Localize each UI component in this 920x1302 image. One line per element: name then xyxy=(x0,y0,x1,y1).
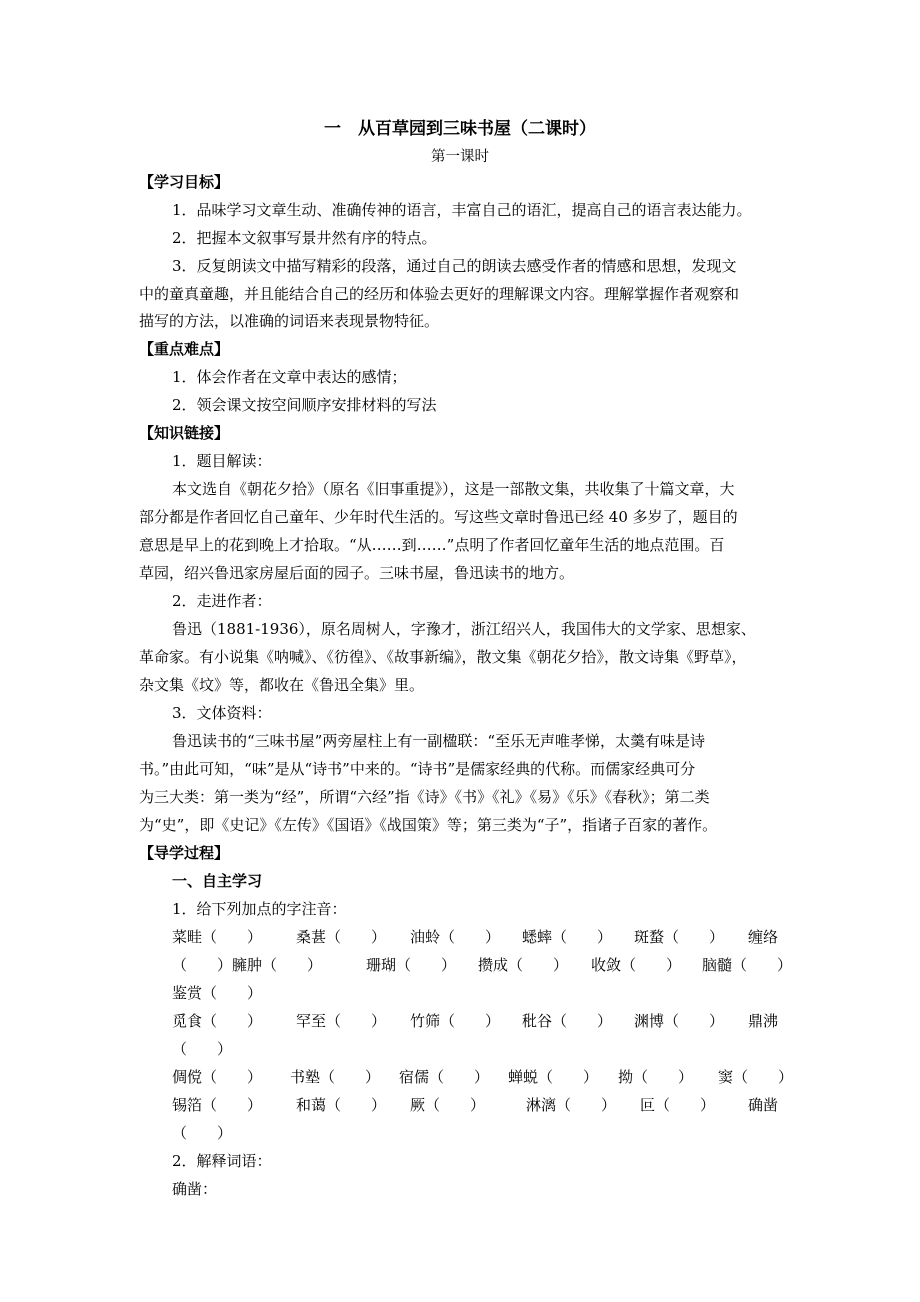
exercise-item: 宿儒（ ） xyxy=(399,1068,490,1086)
exercise-item: 和蔼（ ） xyxy=(296,1096,387,1114)
exercise-item: 罕至（ ） xyxy=(296,1012,387,1030)
page-title: 一 从百草园到三味书屋（二课时） xyxy=(324,119,596,139)
knowledge-paragraph-line: 鲁迅（1881-1936），原名周树人，字豫才，浙江绍兴人，我国伟大的文学家、思想家、 xyxy=(172,620,756,638)
process-subheading: 一、自主学习 xyxy=(172,872,263,890)
goal-item: 2．把握本文叙事写景井然有序的特点。 xyxy=(172,229,437,247)
page-subtitle: 第一课时 xyxy=(431,149,489,165)
exercise-item: 攒成（ ） xyxy=(478,956,569,974)
section-heading-goals: 【学习目标】 xyxy=(139,173,230,191)
task-instruction: 1．给下列加点的字注音： xyxy=(172,900,347,918)
exercise-item: 竹筛（ ） xyxy=(410,1012,501,1030)
goal-item: 1．品味学习文章生动、准确传神的语言，丰富自己的语汇，提高自己的语言表达能力。 xyxy=(172,201,752,219)
goal-item: 3．反复朗读文中描写精彩的段落，通过自己的朗读去感受作者的情感和思想，发现文 xyxy=(172,257,737,275)
knowledge-paragraph-line: 部分都是作者回忆自己童年、少年时代生活的。写这些文章时鲁迅已经 40 多岁了，题目的 xyxy=(139,508,738,526)
exercise-item: 缠络 xyxy=(748,928,779,946)
exercise-item: 秕谷（ ） xyxy=(522,1012,613,1030)
task-instruction: 2．解释词语： xyxy=(172,1152,272,1170)
exercise-item: 脑髓（ ） xyxy=(702,956,793,974)
knowledge-subheading: 1．题目解读： xyxy=(172,452,272,470)
knowledge-paragraph-line: 为三大类：第一类为“经”，所谓“六经”指《诗》《书》《礼》《易》《乐》《春秋》；第二类 xyxy=(139,788,710,806)
section-heading-process: 【导学过程】 xyxy=(139,844,230,862)
exercise-item: 珊瑚（ ） xyxy=(366,956,457,974)
exercise-item: （ ） xyxy=(172,1124,233,1142)
exercise-item: 确凿 xyxy=(748,1096,779,1114)
knowledge-subheading: 3．文体资料： xyxy=(172,704,272,722)
exercise-item: 油蛉（ ） xyxy=(410,928,501,946)
exercise-item: 倜傥（ ） xyxy=(172,1068,263,1086)
exercise-item: 斑蝥（ ） xyxy=(634,928,725,946)
goal-item-continued: 描写的方法，以准确的词语来表现景物特征。 xyxy=(139,312,440,330)
vocabulary-term: 确凿： xyxy=(172,1180,218,1198)
knowledge-paragraph-line: 鲁迅读书的“三味书屋”两旁屋柱上有一副楹联：“至乐无声唯孝悌，太羹有味是诗 xyxy=(172,732,706,750)
exercise-item: 鉴赏（ ） xyxy=(172,984,263,1002)
goal-item-continued: 中的童真童趣，并且能结合自己的经历和体验去更好的理解课文内容。理解掌握作者观察和 xyxy=(139,285,740,303)
section-heading-key-points: 【重点难点】 xyxy=(139,340,230,358)
exercise-item: 收敛（ ） xyxy=(591,956,682,974)
exercise-item: 菜畦（ ） xyxy=(172,928,263,946)
exercise-item: 锡箔（ ） xyxy=(172,1096,263,1114)
section-heading-knowledge: 【知识链接】 xyxy=(139,424,230,442)
exercise-item: 蟋蟀（ ） xyxy=(522,928,613,946)
knowledge-paragraph-line: 为“史”，即《史记》《左传》《国语》《战国策》等；第三类为“子”，指诸子百家的著作。 xyxy=(139,816,718,834)
exercise-item: 书塾（ ） xyxy=(290,1068,381,1086)
exercise-item: 渊博（ ） xyxy=(634,1012,725,1030)
knowledge-paragraph-line: 草园，绍兴鲁迅家房屋后面的园子。三味书屋，鲁迅读书的地方。 xyxy=(139,564,575,582)
exercise-item: （ ）臃肿（ ） xyxy=(172,956,323,974)
exercise-item: 窦（ ） xyxy=(718,1068,794,1086)
knowledge-paragraph-line: 本文选自《朝花夕拾》（原名《旧事重提》），这是一部散文集，共收集了十篇文章，大 xyxy=(172,480,735,498)
knowledge-paragraph-line: 革命家。有小说集《呐喊》、《彷徨》、《故事新编》，散文集《朝花夕拾》，散文诗集《野草》， xyxy=(139,648,747,666)
exercise-item: （ ） xyxy=(172,1040,233,1058)
exercise-item: 叵（ ） xyxy=(640,1096,716,1114)
knowledge-paragraph-line: 书。”由此可知，“味”是从“诗书”中来的。“诗书”是儒家经典的代称。而儒家经典可分 xyxy=(139,760,696,778)
exercise-item: 觅食（ ） xyxy=(172,1012,263,1030)
exercise-item: 拗（ ） xyxy=(618,1068,694,1086)
key-point-item: 2．领会课文按空间顺序安排材料的写法 xyxy=(172,396,437,414)
knowledge-paragraph-line: 意思是早上的花到晚上才拾取。“从……到……”点明了作者回忆童年生活的地点范围。百 xyxy=(139,536,725,554)
knowledge-subheading: 2．走进作者： xyxy=(172,592,272,610)
exercise-item: 厥（ ） xyxy=(410,1096,486,1114)
exercise-item: 鼎沸 xyxy=(748,1012,779,1030)
knowledge-paragraph-line: 杂文集《坟》等，都收在《鲁迅全集》里。 xyxy=(139,676,425,694)
key-point-item: 1．体会作者在文章中表达的感情； xyxy=(172,368,407,386)
exercise-item: 蝉蜕（ ） xyxy=(508,1068,599,1086)
exercise-item: 桑葚（ ） xyxy=(296,928,387,946)
exercise-item: 淋漓（ ） xyxy=(526,1096,617,1114)
